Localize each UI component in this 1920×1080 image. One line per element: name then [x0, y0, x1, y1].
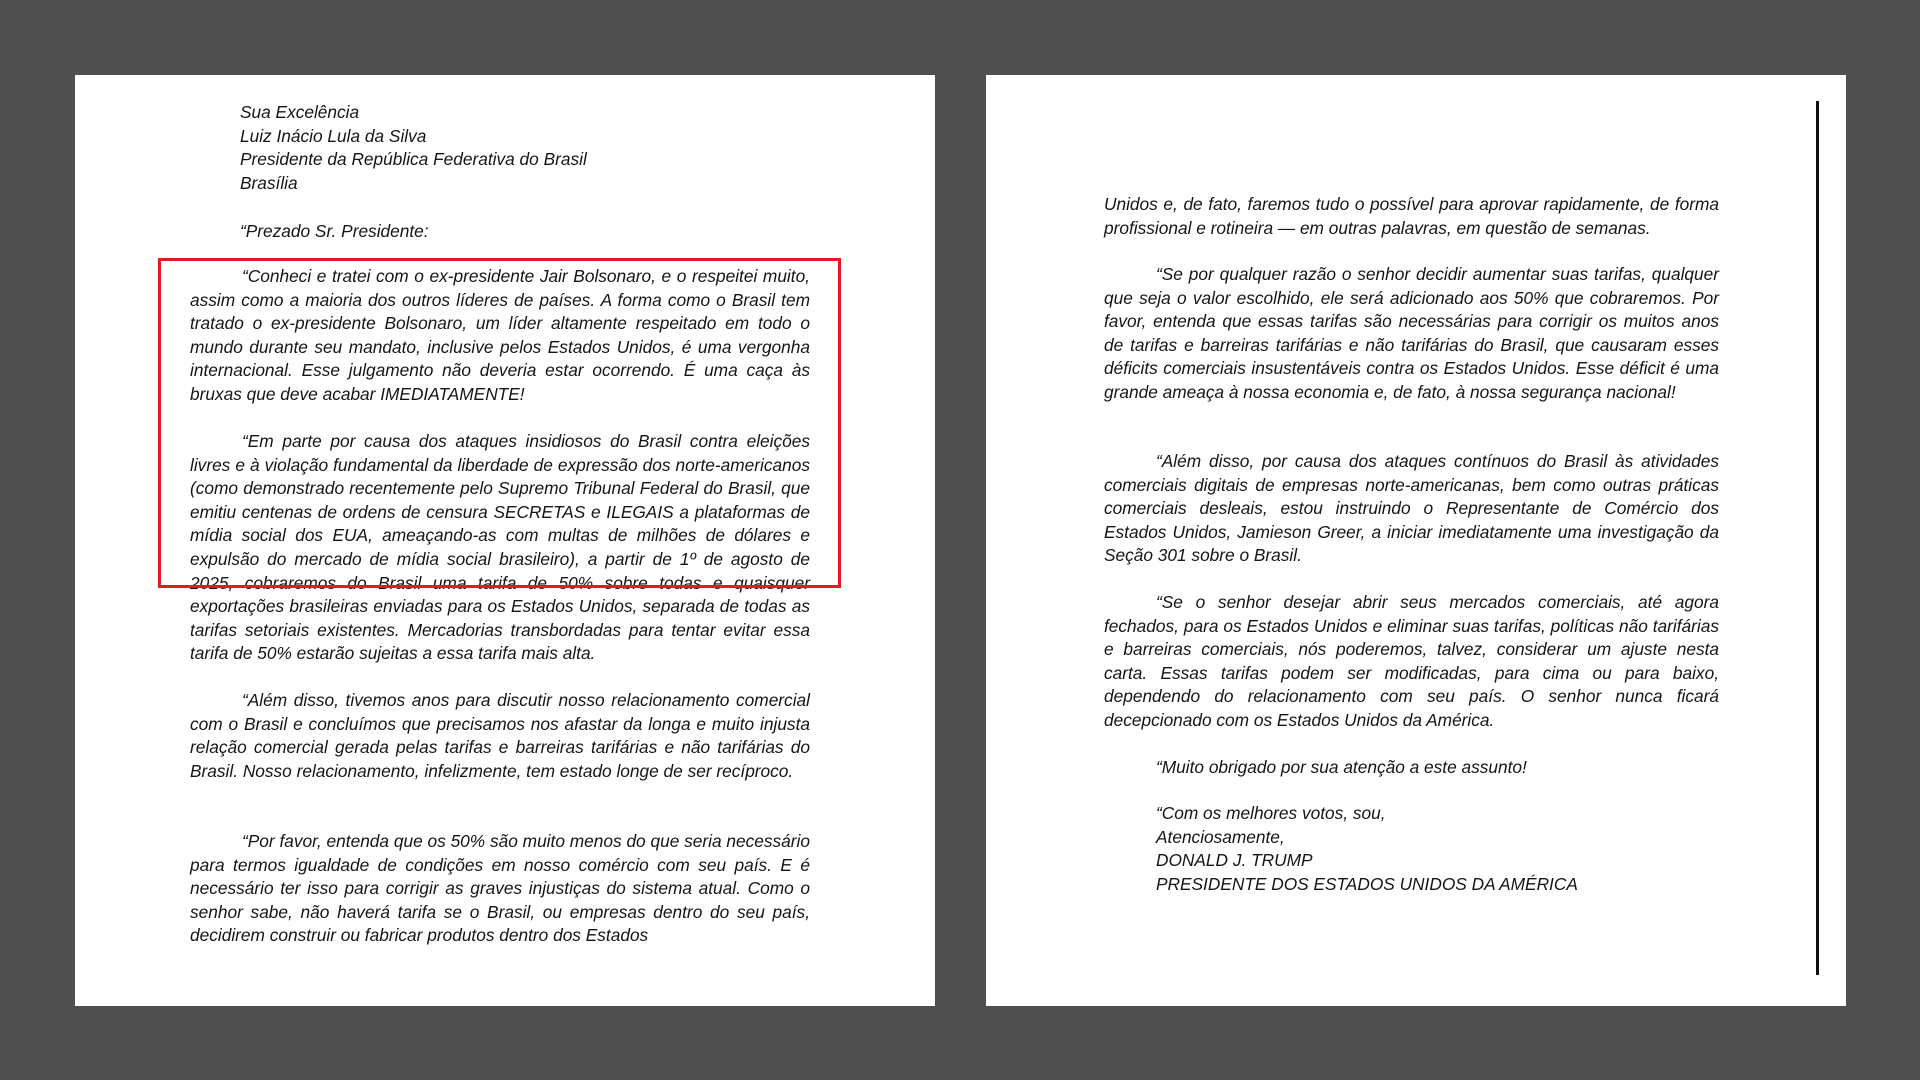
recipient-address [240, 101, 800, 195]
document-page-right [986, 75, 1846, 1006]
paragraph: “Em parte por causa dos ataques insidiosos do Brasil contra eleições livres e à violação fundamental da liberdade de expressão dos norte-americanos (como demonstrado recentemente pelo Supremo Tribunal Federal do Brasil, que emitiu centenas de ordens de censura SECRETAS e ILEGAIS a plataformas de mídia social dos EUA, ameaçando-as com multas de milhões de dólares e expulsão do mercado de mídia social brasileiro), a partir de 1º de agosto de 2025, cobraremos do Brasil uma tarifa de 50% sobre todas e quaisquer exportações brasileiras enviadas para os Estados Unidos, separada de todas as tarifas setoriais existentes. Mercadorias transbordadas para tentar evitar essa tarifa de 50% estarão sujeitas a essa tarifa mais alta. [190, 431, 810, 664]
paragraph: “Além disso, por causa dos ataques contínuos do Brasil às atividades comerciais digitais de empresas norte-americanas, bem como outras práticas comerciais desleais, estou instruindo o Representante de Comércio dos Estados Unidos, Jamieson Greer, a iniciar imediatamente uma investigação da Seção 301 sobre o Brasil. [1104, 451, 1719, 566]
paragraph: “Se por qualquer razão o senhor decidir aumentar suas tarifas, qualquer que seja o valor escolhido, ele será adicionado aos 50% que cobraremos. Por favor, entenda que essas tarifas são necessárias para corrigir os muitos anos de tarifas e barreiras tarifárias e não tarifárias do Brasil, que causaram esses déficits comerciais insustentáveis contra os Estados Unidos. Esse déficit é uma grande ameaça à nossa economia e, de fato, à nossa segurança nacional! [1104, 264, 1719, 402]
highlight-box [158, 258, 841, 588]
paragraph: “Por favor, entenda que os 50% são muito menos do que seria necessário para termos igualdade de condições em nosso comércio com seu país. E é necessário ter isso para corrigir as graves injustiças do sistema atual. Como o senhor sabe, não haverá tarifa se o Brasil, ou empresas dentro do seu país, decidirem construir ou fabricar produtos dentro dos Estados [190, 831, 810, 946]
signature-block [1156, 802, 1716, 896]
margin-rule [1816, 101, 1819, 975]
signature-line: Atenciosamente, [1156, 826, 1285, 847]
paragraph: Unidos e, de fato, faremos tudo o possível para aprovar rapidamente, de forma profissional e rotineira — em outras palavras, em questão de semanas. [1104, 194, 1719, 238]
document-page-left [75, 75, 935, 1006]
address-line: Presidente da República Federativa do Brasil [240, 149, 587, 170]
paragraph: “Além disso, tivemos anos para discutir nosso relacionamento comercial com o Brasil e concluímos que precisamos nos afastar da longa e muito injusta relação comercial gerada pelas tarifas e barreiras tarifárias e não tarifárias do Brasil. Nosso relacionamento, infelizmente, tem estado longe de ser recíproco. [190, 690, 810, 781]
address-line: Brasília [240, 172, 298, 193]
paragraph: “Conheci e tratei com o ex-presidente Jair Bolsonaro, e o respeitei muito, assim como a maioria dos outros líderes de países. A forma como o Brasil tem tratado o ex-presidente Bolsonaro, um líder altamente respeitado em todo o mundo durante seu mandato, inclusive pelos Estados Unidos, é uma vergonha internacional. Esse julgamento não deveria estar ocorrendo. É uma caça às bruxas que deve acabar IMEDIATAMENTE! [190, 266, 810, 404]
signature-line: “Com os melhores votos, sou, [1156, 803, 1386, 823]
signature-line: DONALD J. TRUMP [1156, 850, 1313, 871]
signature-line: PRESIDENTE DOS ESTADOS UNIDOS DA AMÉRICA [1156, 873, 1578, 894]
address-line: Sua Excelência [240, 102, 360, 122]
closing-line: “Muito obrigado por sua atenção a este assunto! [1156, 757, 1527, 777]
address-line: Luiz Inácio Lula da Silva [240, 125, 427, 146]
salutation: “Prezado Sr. Presidente: [240, 221, 429, 241]
paragraph: “Se o senhor desejar abrir seus mercados comerciais, até agora fechados, para os Estados Unidos e eliminar suas tarifas, políticas não tarifárias e barreiras comerciais, nós poderemos, talvez, considerar um ajuste nesta carta. Essas tarifas podem ser modificadas, para cima ou para baixo, dependendo do relacionamento com seu país. O senhor nunca ficará decepcionado com os Estados Unidos da América. [1104, 592, 1719, 730]
